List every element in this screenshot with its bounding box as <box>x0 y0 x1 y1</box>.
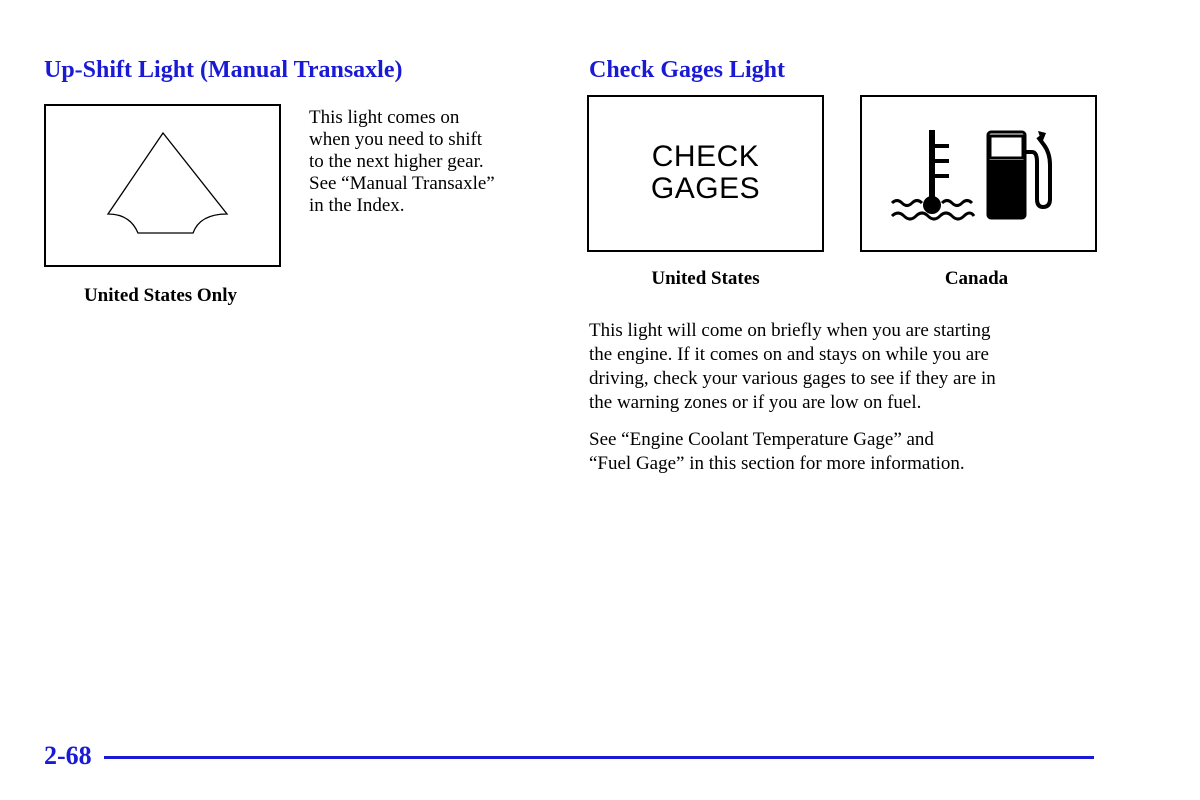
footer-rule <box>104 756 1094 759</box>
text-line: when you need to shift <box>309 129 483 150</box>
text-line: to the next higher gear. <box>309 151 484 172</box>
text-line: See “Manual Transaxle” <box>309 173 495 194</box>
text-line: “Fuel Gage” in this section for more information. <box>589 453 965 474</box>
us-caption: United States <box>651 268 760 289</box>
page-number: 2-68 <box>44 741 92 770</box>
text-line: See “Engine Coolant Temperature Gage” and <box>589 429 934 450</box>
coolant-temperature-icon <box>892 130 974 219</box>
check-gages-paragraph-2 <box>589 428 965 476</box>
text-line: driving, check your various gages to see if they are in <box>589 368 996 389</box>
check-gages-label <box>589 141 822 205</box>
check-gages-heading: Check Gages Light <box>589 57 786 83</box>
check-gages-us-box <box>587 95 824 252</box>
check-gages-label-line: GAGES <box>650 172 761 205</box>
upshift-caption: United States Only <box>83 285 238 306</box>
check-gages-label-line: CHECK <box>651 140 760 173</box>
check-gages-canada-box <box>860 95 1097 252</box>
upshift-heading: Up-Shift Light (Manual Transaxle) <box>44 57 403 83</box>
canada-caption: Canada <box>944 268 1009 289</box>
text-line: the engine. If it comes on and stays on while you are <box>589 344 989 365</box>
text-line: This light will come on briefly when you are starting <box>589 320 991 341</box>
upshift-icon-box <box>44 104 281 267</box>
text-line: This light comes on <box>309 107 460 128</box>
up-shift-arrow-icon <box>46 106 279 265</box>
check-gages-paragraph-1 <box>589 319 996 415</box>
text-line: the warning zones or if you are low on fuel. <box>589 392 922 413</box>
fuel-pump-icon <box>988 131 1050 218</box>
text-line: in the Index. <box>309 195 405 216</box>
upshift-description <box>309 107 495 217</box>
